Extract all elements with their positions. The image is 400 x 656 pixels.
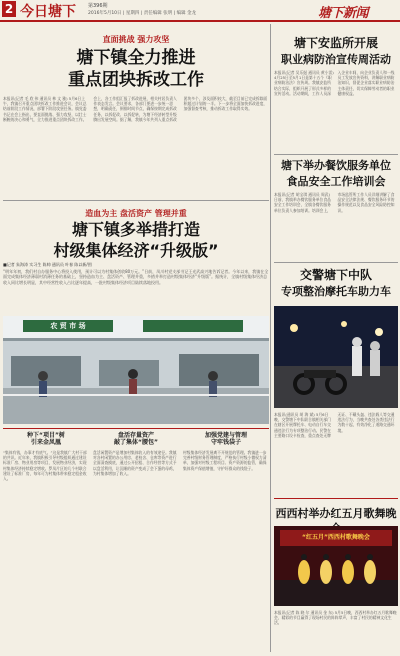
- lead-body: 本报讯(记者 毛 欣 伟 通讯员 林 文 雅) 5月6日上午，我镇召开重点团块拆改工作推进会议，会议总结前阶段工作情况，部署下阶段攻坚任务。镇党委书记在会上指出，要直面挑战、强力攻坚，以壮士断腕的决心和勇气，全力推进重点团块拆改工作。会上，各工作组汇报了拆改进展，相关村居负责人作表态发言。会议要求，各部门要进一步统一思想，明确责任，倒排时间节点，确保按期完成拆改任务，以拆促改、以拆促转，为塘下经济转型升级腾出发展空间。据了解，我镇今年共列入重点拆改团块多个，涉及面积较大，截至目前已完成拆除面积超过计划的一半。下一步将全面加快拆改进度，加强督查考核，推动拆改工作取得实效。: [3, 96, 268, 122]
- article-traffic-headline-line2: 专项整治摩托车助力车: [281, 285, 391, 298]
- sub-heading-1: 种下“项目”树 引来金凤凰: [27, 432, 65, 446]
- feature-intro-wrap: [3, 269, 269, 313]
- feature-headline-line1: 塘下镇多举措打造: [71, 220, 200, 239]
- right-separator-3: [274, 498, 398, 499]
- traffic-photo-illustration: [274, 306, 398, 408]
- newspaper-logo: 塘下新闻: [318, 6, 369, 21]
- right-separator-2: [274, 262, 398, 263]
- article-traffic-body: 本报讯(通讯员 胡 海 斌) 5月6日晚，交警塘下中队联合镇相关部门在辖区开展摩托车、电动自行车交通违法行为专项整治行动。民警在主要路口设卡检查，重点查处无牌无证、不戴头盔、违法载人等交通违法行为，当晚共查处各类违法行为数十起，有效净化了道路交通环境。: [274, 412, 395, 438]
- issue-meta: 2016年5月10日 | 星期四 | 责任编辑 张明 | 编辑 金龙: [88, 11, 197, 16]
- market-photo: [3, 316, 269, 424]
- subcolumn-rule: [3, 428, 269, 429]
- lead-kicker: 直面挑战 强力攻坚: [102, 35, 170, 44]
- column-divider: [270, 24, 271, 652]
- gala-stage-photo: [274, 526, 398, 606]
- article-traffic-headline-line1: 交警塘下中队: [299, 268, 372, 282]
- article-safety-body: 本报讯(记者 吴乐挺 通讯员 黄小雷) 4月25日至5月1日是第十五个《职业病防治法》宣传周。我镇安监所结合实际，组织开展了形式多样的宣传活动。活动期间，工作人员深入企业车间，向企业负责人和一线员工发放宣传资料，讲解职业病防治知识，督促企业落实职业病防治主体责任，切实保障劳动者的职业健康权益。: [274, 70, 395, 96]
- sub-heading-2: 盘活存量资产 敲了集体“腰包”: [114, 432, 158, 446]
- article-food-body: 本报讯(记者 胡宝琪 通讯员 周武) 日前，我镇举办餐饮服务单位食品安全工作培训会，全镇各餐饮服务单位负责人参加培训。培训会上，市场监管所工作人员详细讲解了食品安全法律法规、餐饮服务环节的操作规范以及食品安全风险防控知识。: [274, 192, 395, 213]
- story-separator: [3, 200, 269, 201]
- gala-banner: “红五月”西西村歌舞晚会: [302, 534, 370, 541]
- feature-headline-line2: 村级集体经济“升级版”: [53, 241, 219, 260]
- feature-column-3: 村级集体经济发展离不开规范的管理。我镇进一步完善村级财务管理制度，严格执行村级小微权力清单，加强对村级工程项目、资产资源的监管，确保集体资产保值增值，守护好群众的钱袋子。: [183, 450, 267, 471]
- right-separator-1: [274, 154, 398, 155]
- feature-byline: ■记者 朱海涛 实习生 陈帅 通讯员 叶春 陈以新/图: [3, 262, 92, 267]
- section-title: 今日塘下: [20, 4, 76, 20]
- traffic-night-photo: [274, 306, 398, 408]
- market-photo-illustration: [3, 316, 269, 424]
- edition-number: 第396期: [88, 3, 108, 9]
- market-sign: 农 贸 市 场: [50, 322, 86, 330]
- article-gala-body: 本报讯(记者 陈 晓 尔 通讯员 金 东) 5月5日晚，西西村举办红五月歌舞晚会，精彩的节目赢得了现场村民的阵阵掌声，丰富了村民的精神文化生活。: [274, 610, 397, 626]
- page-number: 2: [2, 1, 16, 17]
- lead-headline-line2: 重点团块拆改工作: [68, 70, 204, 90]
- feature-column-2: 盘活闲置资产是增加村集体收入的有效途径。我镇对各村闲置的办公用房、老校舍、仓库等资产进行全面清查摸底，通过公开招租、合作经营等方式予以盘活利用，让沉睡的资产变成了会下蛋的母鸡，为村集体增加了收入。: [93, 450, 177, 476]
- sub-heading-3: 加强党建与管理 守牢钱袋子: [204, 432, 247, 446]
- article-gala-headline: 西西村举办红五月歌舞晚: [275, 507, 397, 520]
- lead-headline-line1: 塘下镇全力推进: [76, 48, 196, 68]
- feature-column-1: “集体有钱，办事才有底气。”这是我镇广大村干部的共识。近年来，我镇积极引导村级组织通过建设标准厂房、物业用房等项目，发展物业经济，实现村集体经济持续稳定增收。罗凤片区的几个村联合建设了标准厂房，每年可为村集体带来稳定租金收入。: [3, 450, 87, 482]
- article-food-headline-line2: 食品安全工作培训会: [286, 175, 386, 188]
- feature-kicker: 造血为主 盘活资产 管理并重: [85, 209, 187, 218]
- article-safety-headline-line1: 塘下安监所开展: [293, 36, 378, 50]
- article-food-headline-line1: 塘下举办餐饮服务单位: [281, 159, 391, 172]
- feature-intro: “明年年初，我们村自办服务中心将投入使用，预计可以为村集体创收80万元。”日前，凤川村党支部书记王光武高兴地告诉记者。今年以来，我镇在全面完成集体经济薄弱村消薄任务的基础上，坚持造血为主、盘活资产、管理并重，多措并举打造村级集体经济“升级版”。据统计，全镇村级集体经济总收入同比增长明显，其中经营性收入占比逐年提高，一批村级集体经济项目陆续落地投用。: [3, 269, 269, 285]
- article-safety-headline-line2: 职业病防治宣传周活动: [281, 53, 391, 66]
